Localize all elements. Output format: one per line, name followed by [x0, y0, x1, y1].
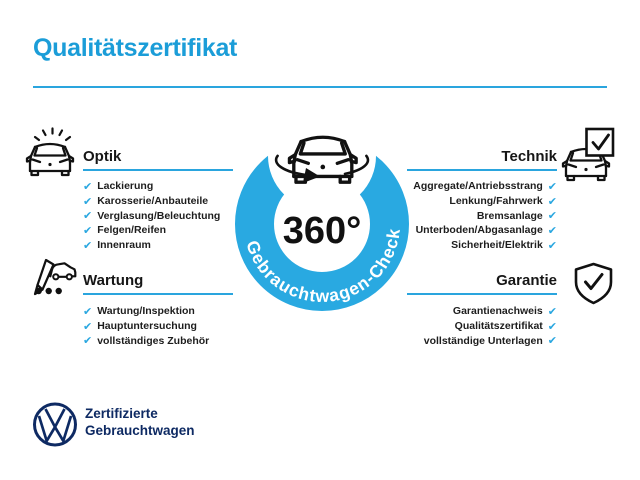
- item-label: Lenkung/Fahrwerk: [449, 195, 543, 208]
- section-divider-wartung: [83, 293, 233, 295]
- degree-label: 360°: [282, 210, 362, 252]
- ring-label: Gebrauchtwagen-Check: [242, 226, 404, 307]
- list-item: [377, 179, 557, 194]
- section-title-optik: Optik: [83, 148, 122, 165]
- item-label: Wartung/Inspektion: [97, 305, 195, 318]
- item-label: Garantienachweis: [452, 305, 543, 318]
- item-label: Sicherheit/Elektrik: [451, 239, 543, 252]
- check-icon: ✔: [547, 319, 557, 333]
- check-icon: ✔: [547, 238, 557, 252]
- item-label: vollständige Unterlagen: [423, 334, 543, 347]
- ring-360: [255, 102, 390, 292]
- check-icon: ✔: [83, 179, 93, 193]
- check-icon: ✔: [83, 209, 93, 223]
- list-item: [83, 304, 209, 319]
- item-label: Unterboden/Abgasanlage: [415, 224, 543, 237]
- list-item: [377, 304, 557, 319]
- shield-check-icon: [576, 264, 611, 303]
- item-label: Hauptuntersuchung: [97, 320, 197, 333]
- list-item: [83, 319, 209, 334]
- service-checklist-icon: [35, 260, 75, 294]
- list-item: [83, 179, 220, 194]
- car-checkbox-icon: [563, 129, 613, 180]
- section-title-garantie: Garantie: [496, 272, 557, 289]
- list-item: [377, 223, 557, 238]
- car-shine-icon: [27, 129, 73, 176]
- check-icon: ✔: [83, 304, 93, 318]
- section-divider-technik: [407, 169, 557, 171]
- title-divider: [33, 86, 607, 88]
- item-label: Innenraum: [97, 239, 151, 252]
- section-items-technik: [377, 179, 557, 252]
- section-divider-optik: [83, 169, 233, 171]
- check-icon: ✔: [547, 209, 557, 223]
- item-label: Felgen/Reifen: [97, 224, 167, 237]
- item-label: vollständiges Zubehör: [97, 334, 210, 347]
- check-icon: ✔: [547, 194, 557, 208]
- item-label: Qualitätszertifikat: [454, 320, 543, 333]
- check-icon: ✔: [83, 334, 93, 348]
- item-label: Bremsanlage: [476, 209, 543, 222]
- list-item: [377, 319, 557, 334]
- vw-logo-icon: [35, 404, 76, 445]
- item-label: Verglasung/Beleuchtung: [97, 209, 221, 222]
- section-items-wartung: [83, 304, 209, 348]
- check-icon: ✔: [83, 223, 93, 237]
- list-item: [83, 223, 220, 238]
- brand-text: [85, 406, 195, 439]
- item-label: Karosserie/Anbauteile: [97, 195, 209, 208]
- section-items-garantie: [377, 304, 557, 348]
- list-item: [83, 333, 209, 348]
- section-title-wartung: Wartung: [83, 272, 144, 289]
- brand-line2: Gebrauchtwagen: [85, 422, 195, 438]
- item-label: Lackierung: [97, 180, 154, 193]
- check-icon: ✔: [547, 223, 557, 237]
- list-item: [83, 238, 220, 253]
- section-divider-garantie: [407, 293, 557, 295]
- check-icon: ✔: [83, 194, 93, 208]
- check-icon: ✔: [547, 304, 557, 318]
- list-item: [377, 333, 557, 348]
- list-item: [377, 238, 557, 253]
- check-icon: ✔: [547, 179, 557, 193]
- item-label: Aggregate/Antriebsstrang: [413, 180, 543, 193]
- check-icon: ✔: [83, 319, 93, 333]
- section-title-technik: Technik: [501, 148, 557, 165]
- brand-line1: Zertifizierte: [85, 406, 158, 421]
- page-title: Qualitätszertifikat: [33, 34, 238, 62]
- list-item: [83, 194, 220, 209]
- check-icon: ✔: [547, 334, 557, 348]
- list-item: [377, 208, 557, 223]
- section-items-optik: [83, 179, 220, 252]
- check-icon: ✔: [83, 238, 93, 252]
- list-item: [83, 208, 220, 223]
- list-item: [377, 194, 557, 209]
